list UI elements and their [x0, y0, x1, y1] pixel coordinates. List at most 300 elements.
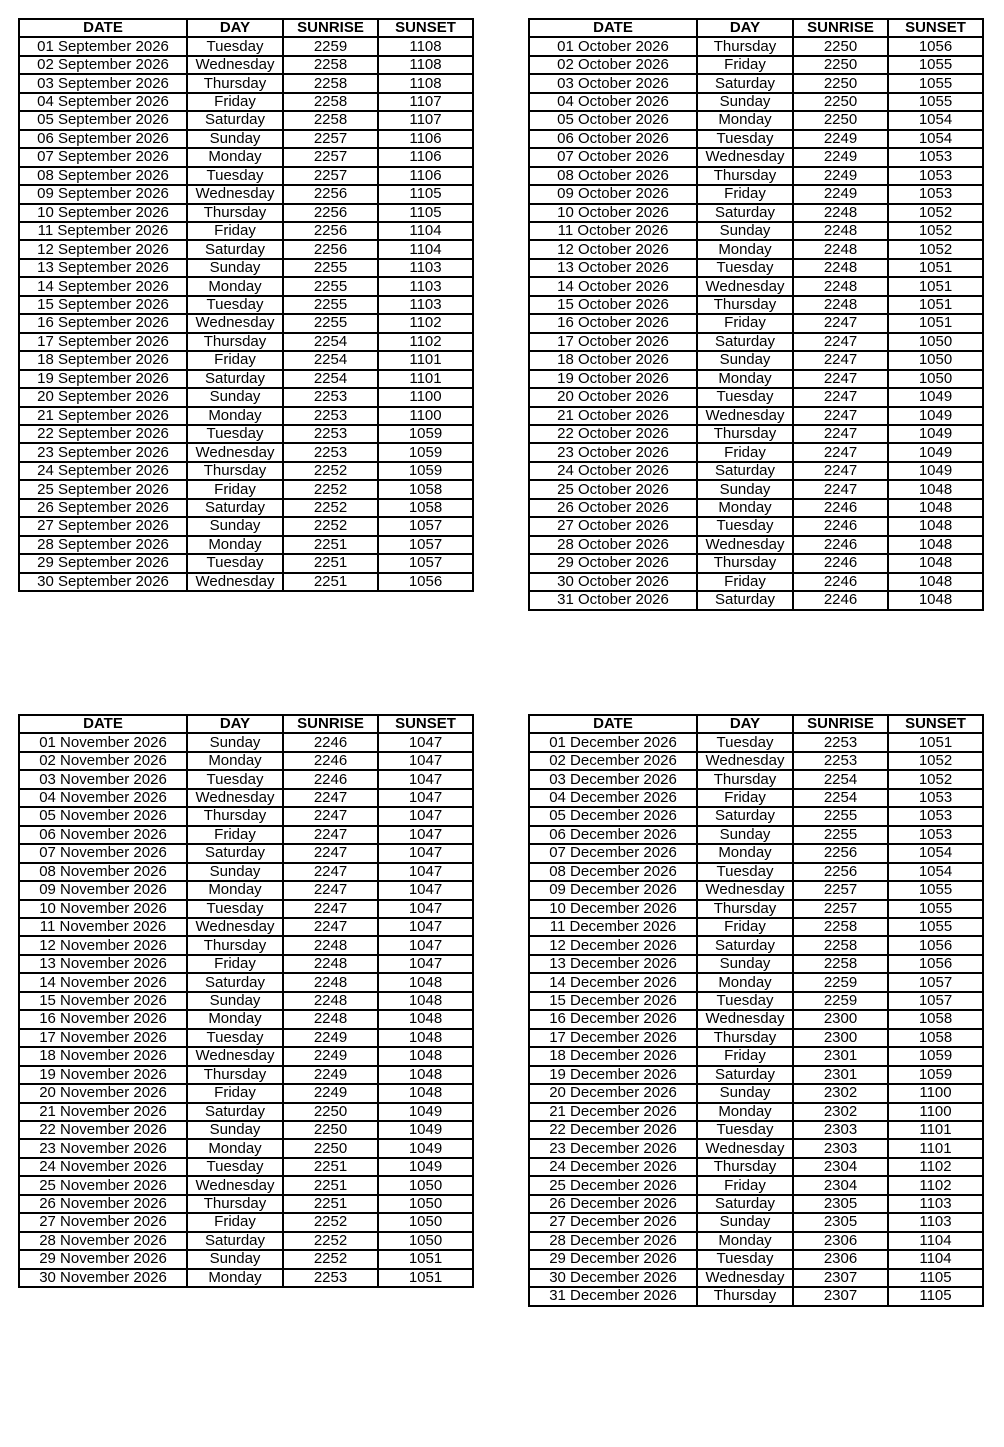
day-cell: Saturday: [697, 1195, 793, 1213]
sunrise-cell: 2301: [793, 1047, 888, 1065]
sunrise-cell: 2255: [793, 807, 888, 825]
sunrise-cell: 2254: [283, 351, 378, 369]
sunset-cell: 1050: [378, 1195, 473, 1213]
sunrise-cell: 2253: [283, 1269, 378, 1287]
sunrise-cell: 2251: [283, 1195, 378, 1213]
day-cell: Monday: [187, 1139, 283, 1157]
sunrise-cell: 2257: [283, 148, 378, 166]
date-cell: 30 September 2026: [19, 573, 187, 591]
day-cell: Thursday: [187, 462, 283, 480]
sunset-cell: 1056: [378, 573, 473, 591]
date-cell: 03 October 2026: [529, 74, 697, 92]
sunset-cell: 1050: [888, 370, 983, 388]
date-cell: 25 December 2026: [529, 1176, 697, 1194]
day-cell: Saturday: [187, 1103, 283, 1121]
sunset-cell: 1055: [888, 900, 983, 918]
day-cell: Monday: [697, 111, 793, 129]
date-cell: 11 November 2026: [19, 918, 187, 936]
table-row: [19, 111, 473, 129]
date-cell: 07 September 2026: [19, 148, 187, 166]
date-cell: 16 November 2026: [19, 1010, 187, 1028]
table-row: [529, 1269, 983, 1287]
date-cell: 13 September 2026: [19, 259, 187, 277]
sunset-cell: 1049: [378, 1158, 473, 1176]
sunset-cell: 1048: [888, 480, 983, 498]
sunrise-cell: 2303: [793, 1139, 888, 1157]
table-row: [19, 1029, 473, 1047]
date-cell: 27 October 2026: [529, 517, 697, 535]
sunset-cell: 1054: [888, 863, 983, 881]
date-cell: 15 September 2026: [19, 296, 187, 314]
sunrise-cell: 2257: [283, 167, 378, 185]
day-header: DAY: [187, 19, 283, 37]
date-cell: 12 November 2026: [19, 936, 187, 954]
table-row: [19, 1103, 473, 1121]
day-cell: Monday: [697, 370, 793, 388]
sunrise-cell: 2258: [283, 74, 378, 92]
day-cell: Sunday: [187, 1250, 283, 1268]
table-row: [529, 900, 983, 918]
date-cell: 29 December 2026: [529, 1250, 697, 1268]
sunset-cell: 1051: [888, 314, 983, 332]
date-cell: 09 November 2026: [19, 881, 187, 899]
day-cell: Monday: [187, 1010, 283, 1028]
table-row: [529, 1047, 983, 1065]
date-cell: 29 November 2026: [19, 1250, 187, 1268]
day-cell: Tuesday: [187, 1029, 283, 1047]
date-cell: 03 December 2026: [529, 770, 697, 788]
table-row: [19, 1176, 473, 1194]
sunrise-cell: 2255: [283, 314, 378, 332]
table-row: [19, 167, 473, 185]
day-cell: Monday: [187, 407, 283, 425]
sunset-cell: 1047: [378, 936, 473, 954]
day-cell: Saturday: [697, 74, 793, 92]
sunrise-cell: 2249: [283, 1029, 378, 1047]
date-cell: 15 December 2026: [529, 992, 697, 1010]
sunset-cell: 1056: [888, 936, 983, 954]
table-row: [19, 1121, 473, 1139]
table-row: [19, 74, 473, 92]
table-row: [529, 1158, 983, 1176]
day-cell: Friday: [187, 351, 283, 369]
november-table: [18, 714, 474, 1288]
table-row: [529, 1121, 983, 1139]
table-row: [19, 517, 473, 535]
date-cell: 02 October 2026: [529, 56, 697, 74]
sunrise-cell: 2252: [283, 1232, 378, 1250]
table-row: [19, 1047, 473, 1065]
sunrise-cell: 2248: [793, 222, 888, 240]
sunset-cell: 1101: [888, 1139, 983, 1157]
date-cell: 21 October 2026: [529, 407, 697, 425]
table-row: [529, 74, 983, 92]
day-cell: Wednesday: [187, 1176, 283, 1194]
table-row: [529, 185, 983, 203]
table-row: [529, 844, 983, 862]
header-row: [19, 715, 473, 733]
sunrise-cell: 2250: [283, 1139, 378, 1157]
table-row: [529, 554, 983, 572]
date-cell: 21 December 2026: [529, 1103, 697, 1121]
table-row: [529, 277, 983, 295]
table-row: [19, 807, 473, 825]
day-cell: Monday: [187, 277, 283, 295]
table-row: [19, 1139, 473, 1157]
date-cell: 17 November 2026: [19, 1029, 187, 1047]
sunset-cell: 1048: [888, 554, 983, 572]
day-cell: Thursday: [187, 807, 283, 825]
date-cell: 08 September 2026: [19, 167, 187, 185]
sunrise-cell: 2253: [283, 425, 378, 443]
table-row: [19, 733, 473, 751]
sunset-cell: 1053: [888, 826, 983, 844]
date-cell: 04 September 2026: [19, 93, 187, 111]
sunset-cell: 1052: [888, 204, 983, 222]
sunrise-cell: 2253: [793, 733, 888, 751]
date-cell: 18 September 2026: [19, 351, 187, 369]
sunset-cell: 1052: [888, 222, 983, 240]
date-cell: 20 September 2026: [19, 388, 187, 406]
table-row: [529, 480, 983, 498]
day-cell: Wednesday: [697, 148, 793, 166]
date-cell: 17 September 2026: [19, 333, 187, 351]
table-row: [19, 1232, 473, 1250]
sunset-cell: 1052: [888, 240, 983, 258]
sunset-cell: 1100: [378, 407, 473, 425]
table-row: [19, 499, 473, 517]
table-row: [529, 918, 983, 936]
day-cell: Friday: [187, 1084, 283, 1102]
date-header: DATE: [529, 715, 697, 733]
header-row: [529, 715, 983, 733]
sunrise-cell: 2247: [283, 881, 378, 899]
sunrise-cell: 2255: [283, 277, 378, 295]
day-cell: Saturday: [187, 1232, 283, 1250]
day-cell: Friday: [697, 185, 793, 203]
date-cell: 30 December 2026: [529, 1269, 697, 1287]
day-cell: Saturday: [697, 1066, 793, 1084]
sunrise-cell: 2306: [793, 1250, 888, 1268]
sunrise-cell: 2255: [793, 826, 888, 844]
sunrise-cell: 2307: [793, 1287, 888, 1305]
sunrise-cell: 2257: [793, 881, 888, 899]
day-cell: Sunday: [697, 955, 793, 973]
table-row: [529, 992, 983, 1010]
date-cell: 27 December 2026: [529, 1213, 697, 1231]
date-cell: 10 November 2026: [19, 900, 187, 918]
day-cell: Thursday: [187, 936, 283, 954]
table-row: [19, 536, 473, 554]
sunrise-cell: 2305: [793, 1213, 888, 1231]
day-cell: Sunday: [187, 863, 283, 881]
day-cell: Sunday: [697, 1213, 793, 1231]
day-cell: Tuesday: [697, 130, 793, 148]
sunset-cell: 1057: [888, 973, 983, 991]
sunset-cell: 1059: [888, 1066, 983, 1084]
day-cell: Monday: [187, 148, 283, 166]
sunset-cell: 1048: [888, 591, 983, 609]
date-cell: 24 November 2026: [19, 1158, 187, 1176]
table-row: [529, 93, 983, 111]
sunset-cell: 1047: [378, 881, 473, 899]
table-row: [19, 900, 473, 918]
sunrise-cell: 2248: [793, 296, 888, 314]
sunset-cell: 1047: [378, 900, 473, 918]
sunset-cell: 1048: [378, 973, 473, 991]
sunrise-cell: 2259: [793, 992, 888, 1010]
sunset-cell: 1101: [888, 1121, 983, 1139]
date-cell: 16 October 2026: [529, 314, 697, 332]
table-row: [19, 1010, 473, 1028]
date-cell: 06 November 2026: [19, 826, 187, 844]
sunset-cell: 1059: [378, 425, 473, 443]
day-cell: Tuesday: [187, 1158, 283, 1176]
sunrise-cell: 2256: [283, 204, 378, 222]
sunrise-cell: 2251: [283, 573, 378, 591]
day-cell: Monday: [187, 881, 283, 899]
sunset-cell: 1101: [378, 370, 473, 388]
day-cell: Thursday: [697, 37, 793, 55]
date-cell: 14 October 2026: [529, 277, 697, 295]
table-row: [19, 204, 473, 222]
day-cell: Monday: [697, 1232, 793, 1250]
date-cell: 02 September 2026: [19, 56, 187, 74]
sunrise-cell: 2256: [283, 222, 378, 240]
sunset-cell: 1053: [888, 807, 983, 825]
date-cell: 05 October 2026: [529, 111, 697, 129]
date-cell: 19 October 2026: [529, 370, 697, 388]
sunrise-cell: 2250: [793, 111, 888, 129]
date-cell: 25 November 2026: [19, 1176, 187, 1194]
sunset-cell: 1048: [378, 1029, 473, 1047]
sunrise-cell: 2258: [793, 936, 888, 954]
sunset-cell: 1100: [378, 388, 473, 406]
table-row: [19, 425, 473, 443]
sunrise-cell: 2248: [283, 992, 378, 1010]
date-cell: 22 October 2026: [529, 425, 697, 443]
date-cell: 23 December 2026: [529, 1139, 697, 1157]
table-row: [19, 1250, 473, 1268]
date-cell: 14 September 2026: [19, 277, 187, 295]
table-row: [529, 1232, 983, 1250]
sunrise-cell: 2248: [793, 259, 888, 277]
sunrise-cell: 2246: [793, 554, 888, 572]
sunset-cell: 1051: [888, 259, 983, 277]
sunrise-cell: 2246: [283, 733, 378, 751]
sunrise-cell: 2247: [793, 425, 888, 443]
table-row: [19, 1195, 473, 1213]
sunrise-cell: 2247: [793, 314, 888, 332]
sunset-cell: 1048: [888, 499, 983, 517]
sunset-cell: 1049: [888, 462, 983, 480]
table-row: [529, 370, 983, 388]
sunrise-cell: 2301: [793, 1066, 888, 1084]
day-cell: Wednesday: [187, 789, 283, 807]
date-cell: 18 December 2026: [529, 1047, 697, 1065]
day-cell: Tuesday: [187, 296, 283, 314]
sunrise-cell: 2248: [793, 240, 888, 258]
day-cell: Sunday: [697, 1084, 793, 1102]
sunrise-cell: 2253: [793, 752, 888, 770]
table-row: [529, 333, 983, 351]
date-cell: 10 October 2026: [529, 204, 697, 222]
date-cell: 16 December 2026: [529, 1010, 697, 1028]
sunset-cell: 1047: [378, 863, 473, 881]
sunset-header: SUNSET: [378, 19, 473, 37]
sunset-cell: 1104: [888, 1232, 983, 1250]
sunset-cell: 1057: [378, 517, 473, 535]
sunset-cell: 1053: [888, 148, 983, 166]
date-cell: 15 November 2026: [19, 992, 187, 1010]
day-cell: Tuesday: [697, 1121, 793, 1139]
date-cell: 17 December 2026: [529, 1029, 697, 1047]
table-row: [529, 111, 983, 129]
sunrise-cell: 2254: [283, 333, 378, 351]
table-row: [529, 407, 983, 425]
day-cell: Tuesday: [187, 37, 283, 55]
sunrise-cell: 2257: [793, 900, 888, 918]
date-cell: 20 October 2026: [529, 388, 697, 406]
date-cell: 27 November 2026: [19, 1213, 187, 1231]
table-row: [19, 185, 473, 203]
sunset-cell: 1105: [888, 1269, 983, 1287]
sunset-cell: 1105: [888, 1287, 983, 1305]
date-cell: 09 December 2026: [529, 881, 697, 899]
table-row: [19, 222, 473, 240]
day-cell: Wednesday: [697, 1269, 793, 1287]
sunrise-cell: 2247: [283, 900, 378, 918]
table-row: [19, 388, 473, 406]
date-cell: 22 November 2026: [19, 1121, 187, 1139]
sunset-cell: 1049: [888, 443, 983, 461]
table-row: [19, 826, 473, 844]
day-cell: Monday: [697, 844, 793, 862]
sunset-cell: 1048: [378, 992, 473, 1010]
sunset-cell: 1047: [378, 770, 473, 788]
day-cell: Wednesday: [187, 1047, 283, 1065]
day-cell: Tuesday: [697, 992, 793, 1010]
date-cell: 04 October 2026: [529, 93, 697, 111]
sunrise-header: SUNRISE: [283, 19, 378, 37]
date-cell: 23 November 2026: [19, 1139, 187, 1157]
date-cell: 12 December 2026: [529, 936, 697, 954]
sunset-cell: 1049: [888, 388, 983, 406]
date-cell: 13 October 2026: [529, 259, 697, 277]
sunset-cell: 1103: [378, 296, 473, 314]
date-cell: 07 November 2026: [19, 844, 187, 862]
sunset-cell: 1058: [888, 1029, 983, 1047]
sunrise-cell: 2251: [283, 554, 378, 572]
date-cell: 28 October 2026: [529, 536, 697, 554]
sunrise-cell: 2247: [283, 826, 378, 844]
day-cell: Friday: [697, 1047, 793, 1065]
sunrise-cell: 2252: [283, 499, 378, 517]
day-header: DAY: [187, 715, 283, 733]
table-row: [19, 462, 473, 480]
sunrise-cell: 2247: [283, 844, 378, 862]
sunset-cell: 1106: [378, 148, 473, 166]
day-cell: Friday: [697, 56, 793, 74]
sunset-cell: 1048: [378, 1010, 473, 1028]
sunset-cell: 1051: [888, 296, 983, 314]
sunrise-cell: 2248: [283, 1010, 378, 1028]
sunrise-cell: 2248: [793, 277, 888, 295]
table-row: [19, 992, 473, 1010]
date-cell: 19 November 2026: [19, 1066, 187, 1084]
table-row: [19, 148, 473, 166]
date-header: DATE: [529, 19, 697, 37]
date-cell: 04 December 2026: [529, 789, 697, 807]
sunset-cell: 1058: [378, 499, 473, 517]
sunset-cell: 1103: [888, 1213, 983, 1231]
day-cell: Friday: [187, 480, 283, 498]
day-cell: Wednesday: [697, 1010, 793, 1028]
sunrise-cell: 2259: [283, 37, 378, 55]
day-cell: Tuesday: [697, 733, 793, 751]
table-row: [529, 1213, 983, 1231]
sunset-cell: 1049: [378, 1121, 473, 1139]
sunset-cell: 1107: [378, 93, 473, 111]
table-row: [19, 1066, 473, 1084]
sunset-cell: 1104: [888, 1250, 983, 1268]
table-row: [19, 955, 473, 973]
sunrise-cell: 2305: [793, 1195, 888, 1213]
day-cell: Thursday: [697, 1158, 793, 1176]
table-row: [529, 1010, 983, 1028]
date-cell: 14 November 2026: [19, 973, 187, 991]
sunset-cell: 1052: [888, 770, 983, 788]
table-row: [529, 517, 983, 535]
day-cell: Friday: [187, 1213, 283, 1231]
table-row: [529, 573, 983, 591]
date-cell: 07 October 2026: [529, 148, 697, 166]
date-cell: 26 December 2026: [529, 1195, 697, 1213]
date-cell: 16 September 2026: [19, 314, 187, 332]
date-cell: 01 December 2026: [529, 733, 697, 751]
table-row: [529, 1103, 983, 1121]
sunset-cell: 1051: [378, 1250, 473, 1268]
sunset-cell: 1048: [378, 1084, 473, 1102]
date-cell: 22 September 2026: [19, 425, 187, 443]
date-cell: 02 November 2026: [19, 752, 187, 770]
day-cell: Saturday: [187, 370, 283, 388]
table-row: [529, 499, 983, 517]
date-cell: 24 September 2026: [19, 462, 187, 480]
date-cell: 07 December 2026: [529, 844, 697, 862]
table-row: [19, 296, 473, 314]
table-row: [19, 407, 473, 425]
sunrise-cell: 2258: [793, 955, 888, 973]
table-row: [19, 844, 473, 862]
day-cell: Sunday: [187, 517, 283, 535]
sunset-cell: 1050: [888, 333, 983, 351]
sunset-cell: 1051: [378, 1269, 473, 1287]
table-row: [19, 863, 473, 881]
day-cell: Sunday: [697, 480, 793, 498]
table-row: [529, 259, 983, 277]
date-cell: 18 October 2026: [529, 351, 697, 369]
table-row: [19, 259, 473, 277]
day-cell: Monday: [187, 1269, 283, 1287]
sunrise-cell: 2248: [793, 204, 888, 222]
sunset-cell: 1047: [378, 733, 473, 751]
sunrise-cell: 2248: [283, 973, 378, 991]
date-cell: 06 December 2026: [529, 826, 697, 844]
sunrise-cell: 2250: [793, 37, 888, 55]
sunset-cell: 1104: [378, 222, 473, 240]
sunset-cell: 1101: [378, 351, 473, 369]
